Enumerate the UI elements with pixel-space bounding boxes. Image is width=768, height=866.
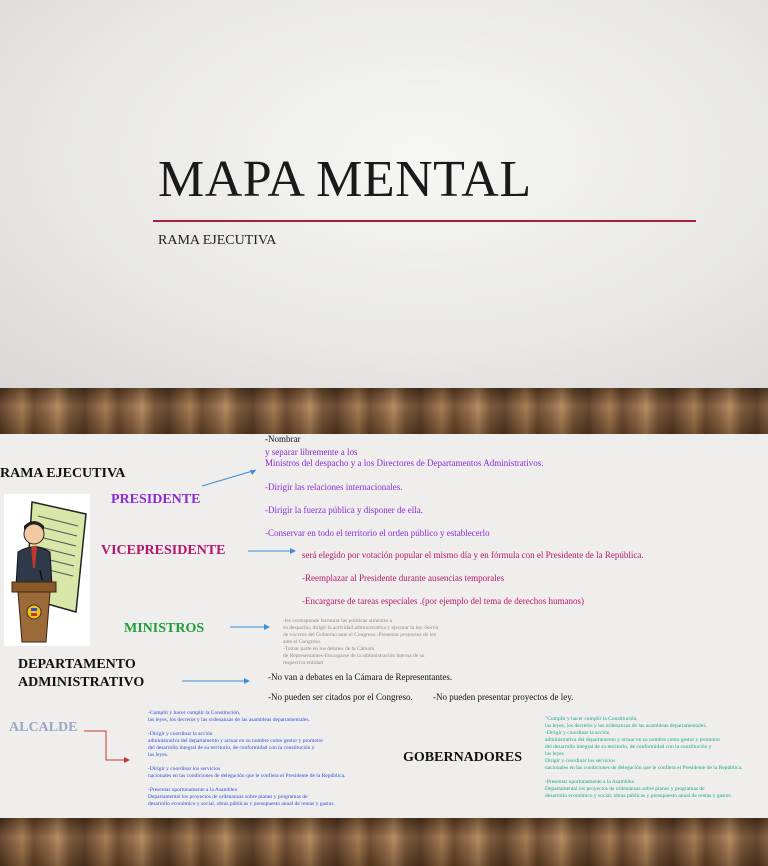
ministros-label: MINISTROS — [124, 621, 205, 636]
departamento-label-line1: DEPARTAMENTO — [18, 657, 136, 672]
presidente-item: -Dirigir la fuerza pública y disponer de ella. — [265, 505, 423, 515]
presidente-item: -Conservar en todo el territorio el orden público y establecerlo — [265, 528, 490, 538]
presidente-item: -Nombrar — [265, 434, 301, 444]
title-underline — [153, 220, 696, 222]
title-slide — [0, 0, 768, 388]
departamento-item: -No van a debates en la Cámara de Representantes. — [268, 672, 453, 682]
presidente-arrow — [200, 468, 260, 488]
wood-divider-top — [0, 388, 768, 434]
ministros-details: -les corresponde formular las políticas atinentes a su despacho, dirigir la actividad administrativa y ejecutar la ley.-Servir de voceros del Gobierno ante el Congreso.-Presentar proyectos de ley ante el Congreso. -Tomar parte en los debates de la Cámara de Representantes-Encargarse de la administración interna de su respectiva entidad — [283, 618, 439, 666]
president-at-podium-icon — [4, 494, 90, 646]
gobernadores-details: "Cumplir y hacer cumplir la Constitución, las leyes, los decretos y las ordenanzas de las asambleas departamentales. -Dirigir y coordinar la acción administrativa del departamento y actuar en su nombre como gestor y promotor del desarrollo integral de su territorio, de conformidad con la constitución y las leyes Dirigir y coordinar los servicios nacionales en las condiciones de delegación que le confiera el Presidente de la República. -Presentar oportunamente a la Asamblea Departamental los proyectos de ordenanzas sobre planes y programas de desarrollo económico y social, obras públicas y presupuesto anual de rentas y gastos. — [545, 716, 743, 799]
presidente-item: -Dirigir las relaciones internacionales. — [265, 482, 403, 492]
mindmap-slide — [0, 434, 768, 818]
vicepresidente-item: será elegido por votación popular el mismo día y en fórmula con el Presidente de la República. — [302, 550, 644, 560]
ministros-arrow — [228, 622, 272, 632]
alcalde-label: ALCALDE — [9, 720, 78, 735]
alcalde-details: -Cumplir y hacer cumplir la Constitución, las leyes, los decretos y las ordenanzas de las asambleas departamentales. -Dirigir y coordinar la acción administrativa del departamento y actuar en su nombre como gestor y promotor del desarrollo integral de su territorio, de conformidad con la constitución y las leyes. -Dirigir y coordinar los servicios nacionales en las condiciones de delegación que le confiera el Presidente de la República. -Presentar oportunamente a la Asamblea Departamental los proyectos de ordenanzas sobre planes y programas de desarrollo económico y social, obras públicas y presupuesto anual de rentas y gastos. — [148, 710, 346, 807]
mindmap-heading: RAMA EJECUTIVA — [0, 466, 126, 481]
vicepresidente-item: -Reemplazar al Presidente durante ausencias temporales — [302, 573, 505, 583]
vicepresidente-label: VICEPRESIDENTE — [101, 543, 226, 558]
vicepresidente-arrow — [246, 546, 298, 556]
slide-subtitle: RAMA EJECUTIVA — [158, 233, 277, 248]
presidente-item: y separar libremente a los — [265, 447, 358, 457]
vicepresidente-item: -Encargarse de tareas especiales .(por ejemplo del tema de derechos humanos) — [302, 596, 584, 606]
presidente-label: PRESIDENTE — [111, 492, 201, 507]
departamento-arrow — [180, 676, 252, 686]
departamento-item: -No pueden presentar proyectos de ley. — [433, 692, 574, 702]
departamento-item: -No pueden ser citados por el Congreso. — [268, 692, 413, 702]
slide-title: MAPA MENTAL — [158, 151, 532, 208]
departamento-label-line2: ADMINISTRATIVO — [18, 675, 145, 690]
gobernadores-label: GOBERNADORES — [403, 750, 523, 765]
presidente-item: Ministros del despacho y a los Directores de Departamentos Administrativos. — [265, 458, 544, 468]
wood-divider-bottom — [0, 818, 768, 866]
alcalde-arrow — [82, 728, 132, 766]
